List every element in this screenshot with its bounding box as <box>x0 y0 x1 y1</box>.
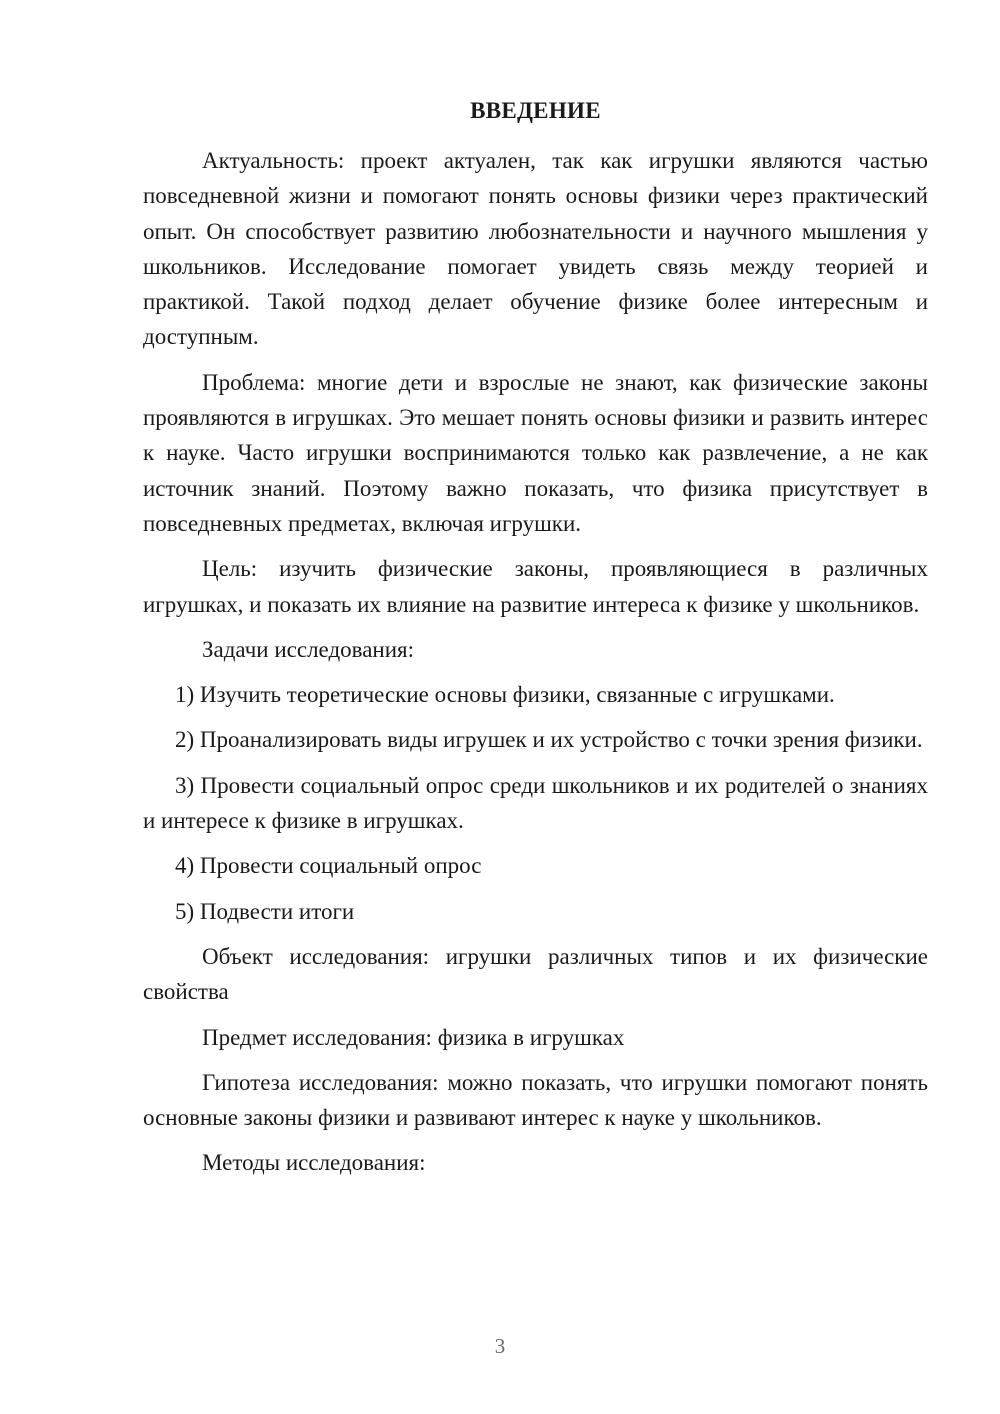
page-title: ВВЕДЕНИЕ <box>470 98 601 123</box>
object-paragraph: Объект исследования: игрушки различных типов и их физические свойства <box>143 943 928 1005</box>
methods-heading: Методы исследования: <box>202 1150 426 1176</box>
task-item-3: 3) Провести социальный опрос среди школьников и их родителей о знаниях и интересе к физике в игрушках. <box>143 772 928 834</box>
page-number: 3 <box>494 1334 506 1358</box>
relevance-paragraph: Актуальность: проект актуален, так как игрушки являются частью повседневной жизни и помогают понять основы физики через практический опыт. Он способствует развитию любознательности и научного мышления у школьников. Исследование помогает увидеть связь между теорией и практикой. Такой подход делает обучение физике более интересным и доступным. <box>143 148 928 350</box>
subject-paragraph: Предмет исследования: физика в игрушках <box>202 1024 625 1050</box>
page-content <box>143 94 928 1181</box>
task-item-1: 1) Изучить теоретические основы физики, связанные с игрушками. <box>175 682 835 708</box>
hypothesis-paragraph: Гипотеза исследования: можно показать, что игрушки помогают понять основные законы физики и развивают интерес к науке у школьников. <box>143 1069 928 1131</box>
task-item-4: 4) Провести социальный опрос <box>175 853 482 879</box>
task-item-2: 2) Проанализировать виды игрушек и их устройство с точки зрения физики. <box>175 727 923 753</box>
tasks-heading: Задачи исследования: <box>202 636 415 662</box>
problem-paragraph: Проблема: многие дети и взрослые не знают, как физические законы проявляются в игрушках. Это мешает понять основы физики и развить интерес к науке. Часто игрушки воспринимаются только как развлечение, а не как источник знаний. Поэтому важно показать, что физика присутствует в повседневных предметах, включая игрушки. <box>143 369 928 536</box>
goal-paragraph: Цель: изучить физические законы, проявляющиеся в различных игрушках, и показать их влияние на развитие интереса к физике у школьников. <box>143 556 928 617</box>
task-item-5: 5) Подвести итоги <box>175 898 355 924</box>
